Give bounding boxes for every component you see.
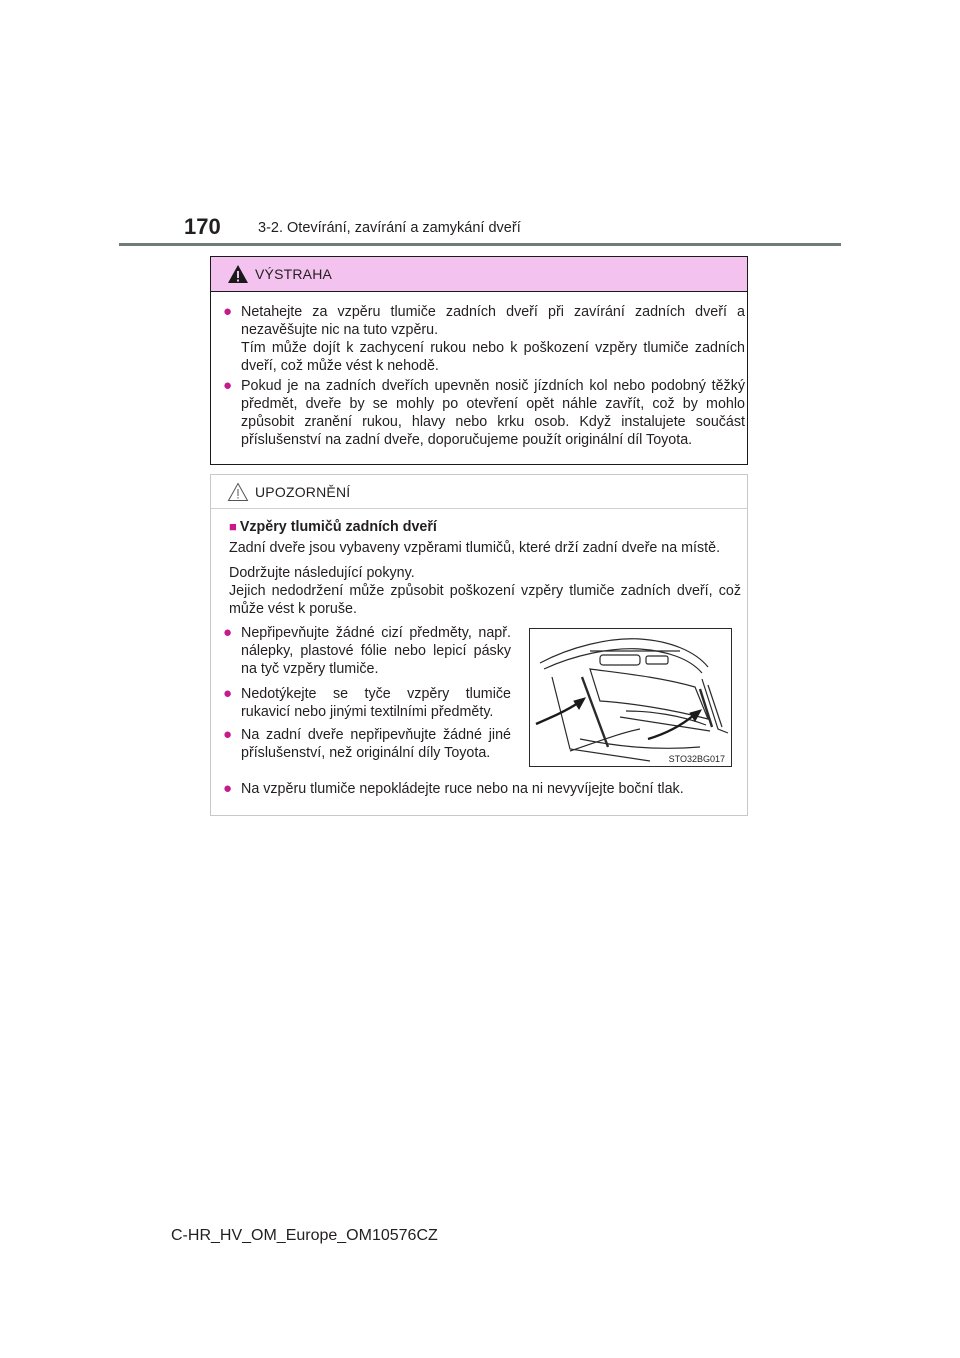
- notice-paragraph-2: [229, 564, 741, 618]
- notice-bullet-2-text: Nedotýkejte se tyče vzpěry tlumiče rukavicí nebo jinými textilními předměty.: [241, 686, 511, 720]
- notice-paragraph-1-text: Zadní dveře jsou vybaveny vzpěrami tlumičů, které drží zadní dveře na místě.: [229, 540, 721, 556]
- notice-bullet-1: [223, 624, 511, 678]
- warning-box: [210, 256, 748, 465]
- notice-title: UPOZORNĚNÍ: [255, 484, 351, 500]
- square-bullet-icon: ■: [229, 519, 237, 534]
- bullet-icon: ●: [223, 377, 233, 394]
- notice-bullet-4: [223, 780, 745, 798]
- notice-bullet-3: [223, 726, 511, 762]
- warning-header: [211, 257, 747, 292]
- warning-title: VÝSTRAHA: [255, 266, 333, 282]
- tailgate-drawing: [530, 629, 732, 767]
- page-number: 170: [184, 214, 221, 239]
- bullet-icon: ●: [223, 624, 233, 641]
- notice-bullet-2: [223, 685, 511, 721]
- figure-code: STO32BG017: [668, 754, 725, 764]
- warning-item-1-line-2: Tím může dojít k zachycení rukou nebo k poškození vzpěry tlumiče zadních dveří, což může vést k nehodě.: [241, 340, 745, 374]
- notice-box: [210, 474, 748, 816]
- warning-item-1: [223, 303, 745, 375]
- header-rule: [119, 243, 841, 246]
- tailgate-strut-illustration: [529, 628, 732, 767]
- bullet-icon: ●: [223, 303, 233, 320]
- bullet-icon: ●: [223, 726, 233, 743]
- warning-triangle-icon: [227, 264, 249, 284]
- warning-item-1-line-1: Netahejte za vzpěru tlumiče zadních dveří při zavírání zadních dveří a nezavěšujte nic na tuto vzpěru.: [241, 304, 745, 338]
- notice-bullet-1-text: Nepřipevňujte žádné cizí předměty, např. nálepky, plastové fólie nebo lepicí pásky na tyč vzpěry tlumiče.: [241, 625, 511, 677]
- warning-item-2-text: Pokud je na zadních dveřích upevněn nosič jízdních kol nebo podobný těžký předmět, dveře by se mohly po otevření opět náhle zavřít, což by mohlo způsobit zranění rukou, hlavy nebo krku osob. Když instalujete součást příslušenství na zadní dveře, doporučujeme použít originální díl Toyota.: [241, 378, 745, 448]
- notice-paragraph-2-line-2: Jejich nedodržení může způsobit poškození vzpěry tlumiče zadních dveří, což může vést k poruše.: [229, 583, 741, 617]
- notice-paragraph-2-line-1: Dodržujte následující pokyny.: [229, 565, 415, 581]
- document-id-footer: C-HR_HV_OM_Europe_OM10576CZ: [171, 1227, 438, 1244]
- notice-paragraph-1: [229, 539, 741, 557]
- notice-subheading-text: Vzpěry tlumičů zadních dveří: [239, 519, 437, 535]
- caution-triangle-outline-icon: [227, 482, 249, 502]
- notice-bullet-3-text: Na zadní dveře nepřipevňujte žádné jiné příslušenství, než originální díly Toyota.: [241, 727, 511, 761]
- notice-header: [211, 475, 747, 509]
- bullet-icon: ●: [223, 685, 233, 702]
- notice-subheading: [229, 519, 437, 535]
- notice-bullet-4-text: Na vzpěru tlumiče nepokládejte ruce nebo na ni nevyvíjejte boční tlak.: [241, 781, 684, 797]
- section-title: 3-2. Otevírání, zavírání a zamykání dveří: [258, 220, 521, 236]
- bullet-icon: ●: [223, 780, 233, 797]
- warning-item-2: [223, 377, 745, 449]
